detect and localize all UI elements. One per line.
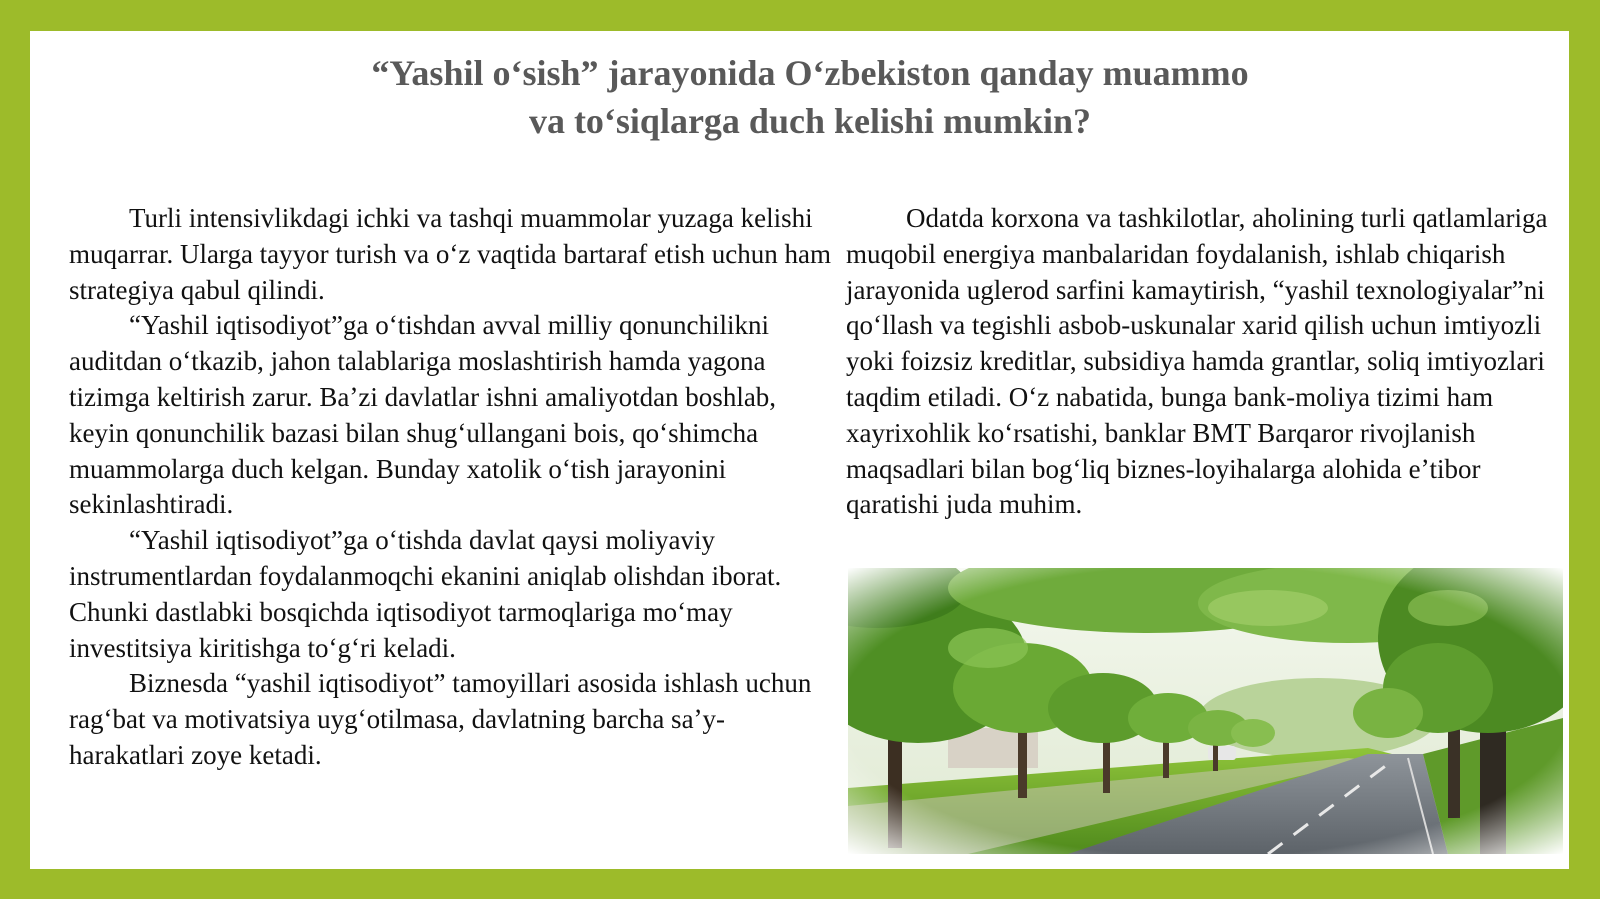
right-paragraph-1: Odatda korxona va tashkilotlar, aholining turli qatlamlariga muqobil energiya manbalaridan foydalanish, ishlab chiqarish jarayonida uglerod sarfini kamaytirish, “yashil texnologiyalar”ni qoʻllash va tegishli asbob-uskunalar xarid qilish uchun imtiyozli yoki foizsiz kreditlar, subsidiya hamda grantlar, soliq imtiyozlari taqdim etiladi. Oʻz nabatida, bunga bank-moliya tizimi ham xayrixohlik koʻrsatishi, banklar BMT Barqaror rivojlanish maqsadlari bilan bogʻliq biznes-loyihalarga alohida eʼtibor qaratishi juda muhim. xyxy=(846,203,1548,520)
right-text-column xyxy=(846,201,1561,523)
title-line-2: va toʻsiqlarga duch kelishi mumkin? xyxy=(528,101,1092,141)
left-paragraph-4: Biznesda “yashil iqtisodiyot” tamoyillari asosida ishlash uchun ragʻbat va motivatsiya uygʻotilmasa, davlatning barcha saʼy-harakatlari zoye ketadi. xyxy=(69,668,812,770)
left-paragraph-3: “Yashil iqtisodiyot”ga oʻtishda davlat qaysi moliyaviy instrumentlardan foydalanmoqchi ekanini aniqlab olishdan iborat. Chunki dastlabki bosqichda iqtisodiyot tarmoqlariga moʻmay investitsiya kiritishga toʻgʻri keladi. xyxy=(69,525,782,663)
slide xyxy=(30,31,1569,869)
left-paragraph-1: Turli intensivlikdagi ichki va tashqi muammolar yuzaga kelishi muqarrar. Ularga tayyor turish va oʻz vaqtida bartaraf etish uchun ham strategiya qabul qilindi. xyxy=(69,203,831,305)
slide-title xyxy=(30,49,1590,145)
title-line-1: “Yashil oʻsish” jarayonida Oʻzbekiston qanday muammo xyxy=(371,53,1249,93)
road-illustration xyxy=(848,568,1563,854)
left-text-column xyxy=(69,201,839,774)
tree-lined-road-photo xyxy=(848,568,1563,854)
left-paragraph-2: “Yashil iqtisodiyot”ga oʻtishdan avval milliy qonunchilikni auditdan oʻtkazib, jahon talablariga moslashtirish hamda yagona tizimga keltirish zarur. Baʼzi davlatlar ishni amaliyotdan boshlab, keyin qonunchilik bazasi bilan shugʻullangani bois, qoʻshimcha muammolarga duch kelgan. Bunday xatolik oʻtish jarayonini sekinlashtiradi. xyxy=(69,310,777,520)
